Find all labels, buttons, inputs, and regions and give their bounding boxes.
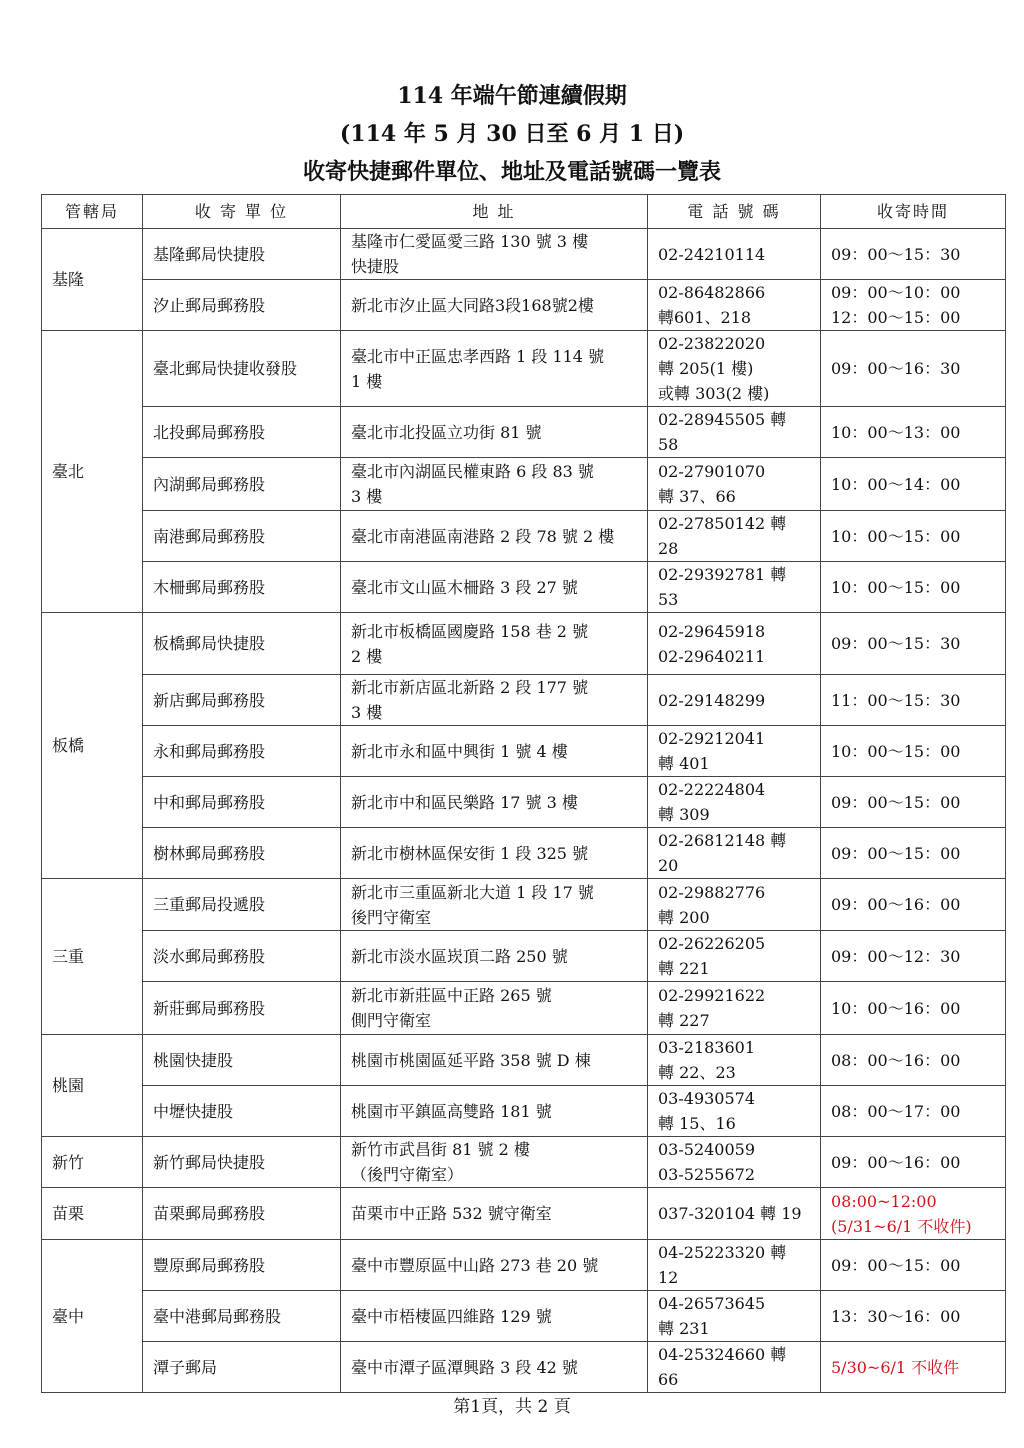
cell-line: 09：00～15：00 xyxy=(831,792,961,812)
phone-cell xyxy=(648,1086,821,1137)
time-cell xyxy=(821,1137,1006,1188)
cell-line: (5/31~6/1 不收件) xyxy=(831,1216,972,1236)
cell-line: 轉601、218 xyxy=(658,308,752,327)
cell-line: 臺北市內湖區民權東路 6 段 83 號 xyxy=(351,462,594,481)
table-row xyxy=(42,1137,1006,1188)
header-bureau: 管轄局 xyxy=(42,195,143,229)
cell-line: 09：00～15：00 xyxy=(831,1255,961,1275)
phone-cell xyxy=(648,458,821,511)
address-cell xyxy=(341,280,648,331)
unit-cell: 木柵郵局郵務股 xyxy=(143,562,341,613)
cell-line: 新北市中和區民樂路 17 號 3 樓 xyxy=(351,792,578,812)
cell-line: 04-25223320 轉 12 xyxy=(658,1243,787,1287)
phone-cell xyxy=(648,777,821,828)
cell-line: 02-24210114 xyxy=(658,244,766,264)
cell-line: 臺北市文山區木柵路 3 段 27 號 xyxy=(351,577,578,597)
table-row xyxy=(42,229,1006,280)
cell-line: 09：00～15：30 xyxy=(831,244,961,264)
table-row xyxy=(42,511,1006,562)
phone-cell xyxy=(648,229,821,280)
time-cell xyxy=(821,931,1006,982)
cell-line: 桃園市桃園區延平路 358 號 D 棟 xyxy=(351,1050,591,1070)
table-row xyxy=(42,1342,1006,1393)
table-row xyxy=(42,331,1006,407)
cell-line: 09：00～15：30 xyxy=(831,634,961,653)
cell-line: 2 樓 xyxy=(351,646,383,666)
cell-line: 新北市新店區北新路 2 段 177 號 xyxy=(351,678,589,697)
cell-line: 快捷股 xyxy=(351,257,400,276)
table-row xyxy=(42,407,1006,458)
cell-line: 新北市新莊區中正路 265 號 xyxy=(351,986,552,1005)
cell-line: 09：00～12：30 xyxy=(831,946,961,966)
bureau-cell-miaoli: 苗栗 xyxy=(42,1188,143,1240)
cell-line: 02-86482866 xyxy=(658,283,766,302)
unit-cell: 豐原郵局郵務股 xyxy=(143,1240,341,1291)
cell-line: 10：00～14：00 xyxy=(831,474,961,494)
cell-line: 02-26226205 xyxy=(658,934,766,953)
cell-line: 轉 200 xyxy=(658,907,710,927)
address-cell xyxy=(341,982,648,1035)
table-row xyxy=(42,726,1006,777)
cell-line: 3 樓 xyxy=(351,487,383,506)
phone-cell xyxy=(648,1291,821,1342)
table-row xyxy=(42,1188,1006,1240)
cell-line: 1 樓 xyxy=(351,371,383,391)
cell-line: 02-29921622 xyxy=(658,986,766,1005)
cell-line: 03-4930574 xyxy=(658,1089,756,1108)
cell-line: 5/30~6/1 不收件 xyxy=(831,1357,960,1377)
cell-line: 09：00～15：00 xyxy=(831,843,961,863)
address-cell xyxy=(341,879,648,931)
unit-cell: 臺中港郵局郵務股 xyxy=(143,1291,341,1342)
cell-line: 臺北市中正區忠孝西路 1 段 114 號 xyxy=(351,346,605,366)
unit-cell: 三重郵局投遞股 xyxy=(143,879,341,931)
bureau-cell-banqiao: 板橋 xyxy=(42,613,143,879)
cell-line: 10：00～13：00 xyxy=(831,422,961,442)
address-cell xyxy=(341,458,648,511)
unit-cell: 新店郵局郵務股 xyxy=(143,675,341,726)
cell-line: 02-26812148 轉 20 xyxy=(658,831,787,875)
document-title-block xyxy=(0,78,1024,190)
cell-line: 3 樓 xyxy=(351,703,383,722)
cell-line: 側門守衛室 xyxy=(351,1011,432,1030)
address-cell xyxy=(341,1137,648,1188)
time-cell xyxy=(821,331,1006,407)
cell-line: 09：00～10：00 xyxy=(831,283,961,302)
cell-line: 轉 15、16 xyxy=(658,1114,736,1133)
phone-cell xyxy=(648,511,821,562)
cell-line: 03-5240059 xyxy=(658,1140,756,1159)
time-cell xyxy=(821,982,1006,1035)
phone-cell xyxy=(648,280,821,331)
address-cell xyxy=(341,1188,648,1240)
cell-line: 02-29645918 xyxy=(658,621,766,641)
cell-line: 10：00～16：00 xyxy=(831,998,961,1018)
cell-line: 02-29212041 xyxy=(658,729,766,748)
bureau-cell-hsinchu: 新竹 xyxy=(42,1137,143,1188)
address-cell xyxy=(341,613,648,675)
cell-line: 02-29640211 xyxy=(658,646,766,666)
unit-cell: 潭子郵局 xyxy=(143,1342,341,1393)
unit-cell: 新竹郵局快捷股 xyxy=(143,1137,341,1188)
table-row xyxy=(42,458,1006,511)
unit-cell: 板橋郵局快捷股 xyxy=(143,613,341,675)
bureau-cell-taichung: 臺中 xyxy=(42,1240,143,1393)
cell-line: 苗栗市中正路 532 號守衛室 xyxy=(351,1204,552,1223)
cell-line: 10：00～15：00 xyxy=(831,741,961,761)
address-cell xyxy=(341,1240,648,1291)
time-cell xyxy=(821,613,1006,675)
cell-line: 或轉 303(2 樓) xyxy=(658,384,770,403)
table-row xyxy=(42,1086,1006,1137)
cell-line: 02-27901070 xyxy=(658,462,766,481)
address-cell xyxy=(341,931,648,982)
address-cell xyxy=(341,331,648,407)
table-row xyxy=(42,562,1006,613)
time-cell xyxy=(821,1188,1006,1240)
table-header-row xyxy=(42,195,1006,229)
address-cell xyxy=(341,562,648,613)
cell-line: 08：00～16：00 xyxy=(831,1050,961,1070)
time-cell xyxy=(821,407,1006,458)
address-cell xyxy=(341,1035,648,1086)
time-cell xyxy=(821,777,1006,828)
phone-cell xyxy=(648,828,821,879)
bureau-cell-sanchong: 三重 xyxy=(42,879,143,1035)
address-cell xyxy=(341,229,648,280)
cell-line: 02-29882776 xyxy=(658,882,766,902)
phone-cell xyxy=(648,1342,821,1393)
cell-line: 桃園市平鎮區高雙路 181 號 xyxy=(351,1101,552,1121)
cell-line: 03-5255672 xyxy=(658,1165,756,1184)
cell-line: 13：30～16：00 xyxy=(831,1306,961,1326)
address-cell xyxy=(341,511,648,562)
address-cell xyxy=(341,407,648,458)
cell-line: 新北市汐止區大同路3段168號2樓 xyxy=(351,295,594,315)
phone-cell xyxy=(648,1137,821,1188)
phone-cell xyxy=(648,1240,821,1291)
cell-line: 轉 309 xyxy=(658,805,710,824)
phone-cell xyxy=(648,982,821,1035)
cell-line: 臺中市梧棲區四維路 129 號 xyxy=(351,1306,552,1326)
cell-line: 臺中市潭子區潭興路 3 段 42 號 xyxy=(351,1357,578,1377)
cell-line: 臺北市北投區立功街 81 號 xyxy=(351,422,542,442)
header-unit: 收 寄 單 位 xyxy=(143,195,341,229)
cell-line: 臺北市南港區南港路 2 段 78 號 2 樓 xyxy=(351,526,615,546)
phone-cell xyxy=(648,407,821,458)
cell-line: 基隆市仁愛區愛三路 130 號 3 樓 xyxy=(351,232,589,251)
unit-cell: 南港郵局郵務股 xyxy=(143,511,341,562)
unit-cell: 淡水郵局郵務股 xyxy=(143,931,341,982)
time-cell xyxy=(821,458,1006,511)
table-row xyxy=(42,931,1006,982)
table-row xyxy=(42,280,1006,331)
phone-cell xyxy=(648,879,821,931)
time-cell xyxy=(821,511,1006,562)
cell-line: 轉 221 xyxy=(658,959,710,978)
header-phone: 電 話 號 碼 xyxy=(648,195,821,229)
time-cell xyxy=(821,726,1006,777)
phone-cell xyxy=(648,613,821,675)
bureau-cell-keelung: 基隆 xyxy=(42,229,143,331)
cell-line: 新北市樹林區保安街 1 段 325 號 xyxy=(351,843,589,863)
cell-line: 037-320104 轉 19 xyxy=(658,1204,802,1223)
time-cell xyxy=(821,280,1006,331)
phone-cell xyxy=(648,675,821,726)
table-row xyxy=(42,1035,1006,1086)
time-cell xyxy=(821,675,1006,726)
unit-cell: 新莊郵局郵務股 xyxy=(143,982,341,1035)
title-line-2: (114 年 5 月 30 日至 6 月 1 日) xyxy=(339,121,685,147)
table-row xyxy=(42,828,1006,879)
time-cell xyxy=(821,1291,1006,1342)
table-body xyxy=(42,229,1006,1393)
time-cell xyxy=(821,1342,1006,1393)
header-time: 收寄時間 xyxy=(821,195,1006,229)
phone-cell xyxy=(648,1035,821,1086)
phone-cell xyxy=(648,331,821,407)
time-cell xyxy=(821,828,1006,879)
title-line-3: 收寄快捷郵件單位、地址及電話號碼一覽表 xyxy=(302,159,721,185)
bureau-cell-taipei: 臺北 xyxy=(42,331,143,613)
cell-line: 轉 22、23 xyxy=(658,1063,736,1082)
unit-cell: 北投郵局郵務股 xyxy=(143,407,341,458)
unit-cell: 基隆郵局快捷股 xyxy=(143,229,341,280)
cell-line: 轉 205(1 樓) xyxy=(658,359,754,378)
cell-line: 11：00～15：30 xyxy=(831,690,961,710)
cell-line: （後門守衛室） xyxy=(351,1165,464,1184)
cell-line: 新北市淡水區崁頂二路 250 號 xyxy=(351,946,568,966)
time-cell xyxy=(821,1035,1006,1086)
address-cell xyxy=(341,1291,648,1342)
unit-cell: 中壢快捷股 xyxy=(143,1086,341,1137)
address-cell xyxy=(341,1086,648,1137)
cell-line: 新北市板橋區國慶路 158 巷 2 號 xyxy=(351,621,589,641)
table-row xyxy=(42,982,1006,1035)
phone-cell xyxy=(648,931,821,982)
cell-line: 轉 401 xyxy=(658,754,710,773)
table-row xyxy=(42,1291,1006,1342)
table-row xyxy=(42,675,1006,726)
cell-line: 09：00～16：00 xyxy=(831,895,961,914)
time-cell xyxy=(821,562,1006,613)
cell-line: 新北市永和區中興街 1 號 4 樓 xyxy=(351,741,568,761)
cell-line: 08:00~12:00 xyxy=(831,1191,937,1211)
time-cell xyxy=(821,1086,1006,1137)
address-cell xyxy=(341,777,648,828)
cell-line: 10：00～15：00 xyxy=(831,577,961,597)
cell-line: 轉 37、66 xyxy=(658,487,736,506)
cell-line: 轉 231 xyxy=(658,1319,710,1338)
express-mail-units-table xyxy=(41,194,1006,1393)
table-row xyxy=(42,879,1006,931)
table-row xyxy=(42,777,1006,828)
address-cell xyxy=(341,675,648,726)
unit-cell: 臺北郵局快捷收發股 xyxy=(143,331,341,407)
cell-line: 02-29148299 xyxy=(658,690,766,710)
cell-line: 04-26573645 xyxy=(658,1294,766,1313)
unit-cell: 樹林郵局郵務股 xyxy=(143,828,341,879)
address-cell xyxy=(341,828,648,879)
cell-line: 08：00～17：00 xyxy=(831,1101,961,1121)
cell-line: 04-25324660 轉 66 xyxy=(658,1345,787,1389)
cell-line: 12：00～15：00 xyxy=(831,308,961,327)
unit-cell: 苗栗郵局郵務股 xyxy=(143,1188,341,1240)
cell-line: 02-22224804 xyxy=(658,780,766,799)
unit-cell: 中和郵局郵務股 xyxy=(143,777,341,828)
title-line-1: 114 年端午節連續假期 xyxy=(397,83,627,109)
table-row xyxy=(42,1240,1006,1291)
cell-line: 02-28945505 轉 58 xyxy=(658,410,787,454)
cell-line: 02-29392781 轉 53 xyxy=(658,565,787,609)
unit-cell: 內湖郵局郵務股 xyxy=(143,458,341,511)
cell-line: 10：00～15：00 xyxy=(831,526,961,546)
unit-cell: 永和郵局郵務股 xyxy=(143,726,341,777)
cell-line: 09：00～16：30 xyxy=(831,359,961,378)
bureau-cell-taoyuan: 桃園 xyxy=(42,1035,143,1137)
time-cell xyxy=(821,229,1006,280)
page-footer: 第1頁，共 2 頁 xyxy=(453,1397,571,1417)
cell-line: 轉 227 xyxy=(658,1011,710,1030)
phone-cell xyxy=(648,562,821,613)
time-cell xyxy=(821,879,1006,931)
cell-line: 新北市三重區新北大道 1 段 17 號 xyxy=(351,882,594,902)
cell-line: 02-23822020 xyxy=(658,334,766,353)
phone-cell xyxy=(648,1188,821,1240)
table-row xyxy=(42,613,1006,675)
header-address: 地 址 xyxy=(341,195,648,229)
unit-cell: 汐止郵局郵務股 xyxy=(143,280,341,331)
time-cell xyxy=(821,1240,1006,1291)
cell-line: 09：00～16：00 xyxy=(831,1152,961,1172)
cell-line: 後門守衛室 xyxy=(351,907,432,927)
address-cell xyxy=(341,1342,648,1393)
address-cell xyxy=(341,726,648,777)
unit-cell: 桃園快捷股 xyxy=(143,1035,341,1086)
cell-line: 臺中市豐原區中山路 273 巷 20 號 xyxy=(351,1255,599,1275)
cell-line: 03-2183601 xyxy=(658,1038,756,1057)
phone-cell xyxy=(648,726,821,777)
cell-line: 新竹市武昌街 81 號 2 樓 xyxy=(351,1140,530,1159)
cell-line: 02-27850142 轉 28 xyxy=(658,514,787,558)
